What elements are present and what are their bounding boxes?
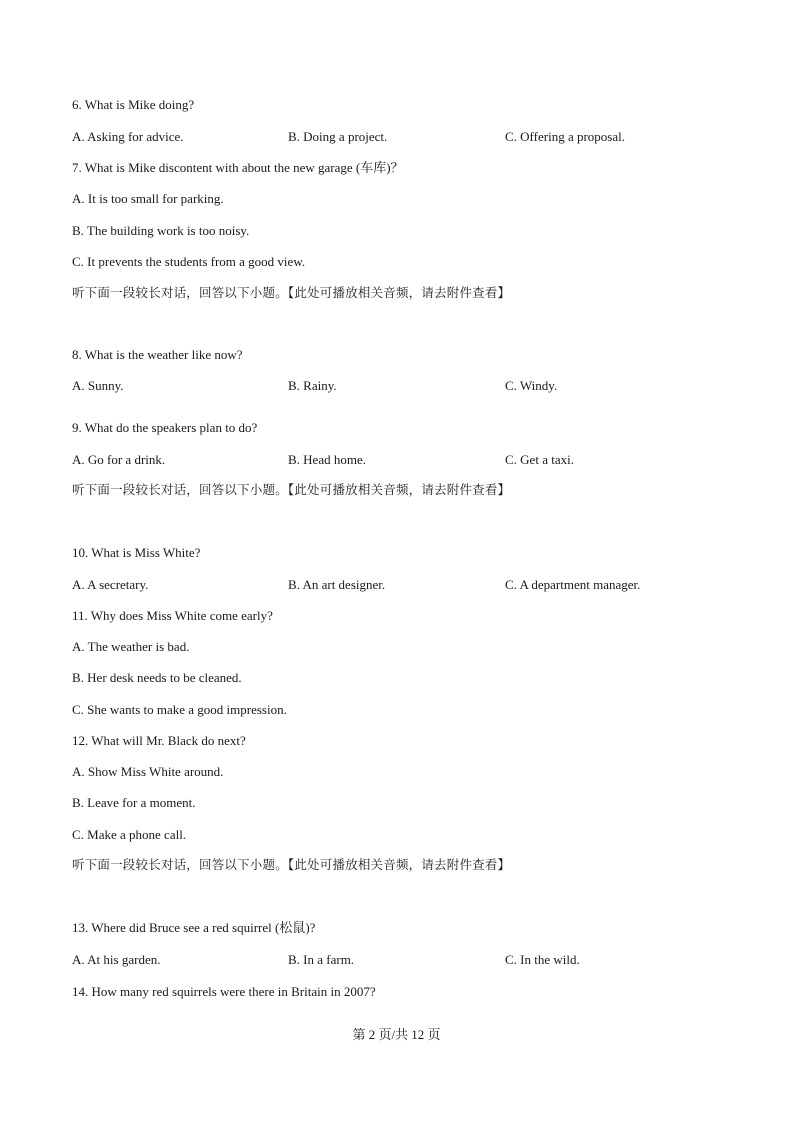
question-13-option-a: A. At his garden. [72, 952, 161, 967]
question-9-option-c: C. Get a taxi. [505, 452, 574, 467]
question-13-option-c: C. In the wild. [505, 952, 580, 967]
question-9-stem: 9. What do the speakers plan to do? [72, 420, 258, 435]
question-6-stem: 6. What is Mike doing? [72, 97, 195, 112]
question-9-option-b: B. Head home. [288, 452, 366, 467]
question-12-stem: 12. What will Mr. Black do next? [72, 733, 246, 748]
listening-instruction-3: 听下面一段较长对话，回答以下小题。【此处可播放相关音频，请去附件查看】 [72, 857, 511, 872]
question-7-stem: 7. What is Mike discontent with about the new garage (车库)？ [72, 160, 404, 175]
question-12-option-a: A. Show Miss White around. [72, 764, 224, 779]
question-11-option-a: A. The weather is bad. [72, 639, 190, 654]
question-6-option-c: C. Offering a proposal. [505, 129, 625, 144]
question-11-option-c: C. She wants to make a good impression. [72, 702, 287, 717]
listening-instruction-1: 听下面一段较长对话，回答以下小题。【此处可播放相关音频，请去附件查看】 [72, 285, 511, 300]
question-8-option-c: C. Windy. [505, 378, 558, 393]
question-12-option-b: B. Leave for a moment. [72, 795, 196, 810]
question-7-option-a: A. It is too small for parking. [72, 191, 224, 206]
listening-instruction-2: 听下面一段较长对话，回答以下小题。【此处可播放相关音频，请去附件查看】 [72, 482, 511, 497]
question-7-option-b: B. The building work is too noisy. [72, 223, 250, 238]
question-12-option-c: C. Make a phone call. [72, 827, 187, 842]
question-7-option-c: C. It prevents the students from a good view. [72, 254, 306, 269]
question-11-stem: 11. Why does Miss White come early? [72, 608, 273, 623]
question-10-option-a: A. A secretary. [72, 577, 149, 592]
question-13-option-b: B. In a farm. [288, 952, 355, 967]
question-6-option-b: B. Doing a project. [288, 129, 388, 144]
question-8-option-a: A. Sunny. [72, 378, 124, 393]
question-8-option-b: B. Rainy. [288, 378, 337, 393]
question-10-option-c: C. A department manager. [505, 577, 641, 592]
question-8-stem: 8. What is the weather like now? [72, 347, 243, 362]
question-10-stem: 10. What is Miss White? [72, 545, 201, 560]
page-number-footer: 第 2 页/共 12 页 [352, 1027, 441, 1042]
question-9-option-a: A. Go for a drink. [72, 452, 166, 467]
question-10-option-b: B. An art designer. [288, 577, 386, 592]
question-11-option-b: B. Her desk needs to be cleaned. [72, 670, 242, 685]
question-13-stem: 13. Where did Bruce see a red squirrel (松鼠)? [72, 920, 316, 935]
question-14-stem: 14. How many red squirrels were there in Britain in 2007? [72, 984, 376, 999]
question-6-option-a: A. Asking for advice. [72, 129, 184, 144]
